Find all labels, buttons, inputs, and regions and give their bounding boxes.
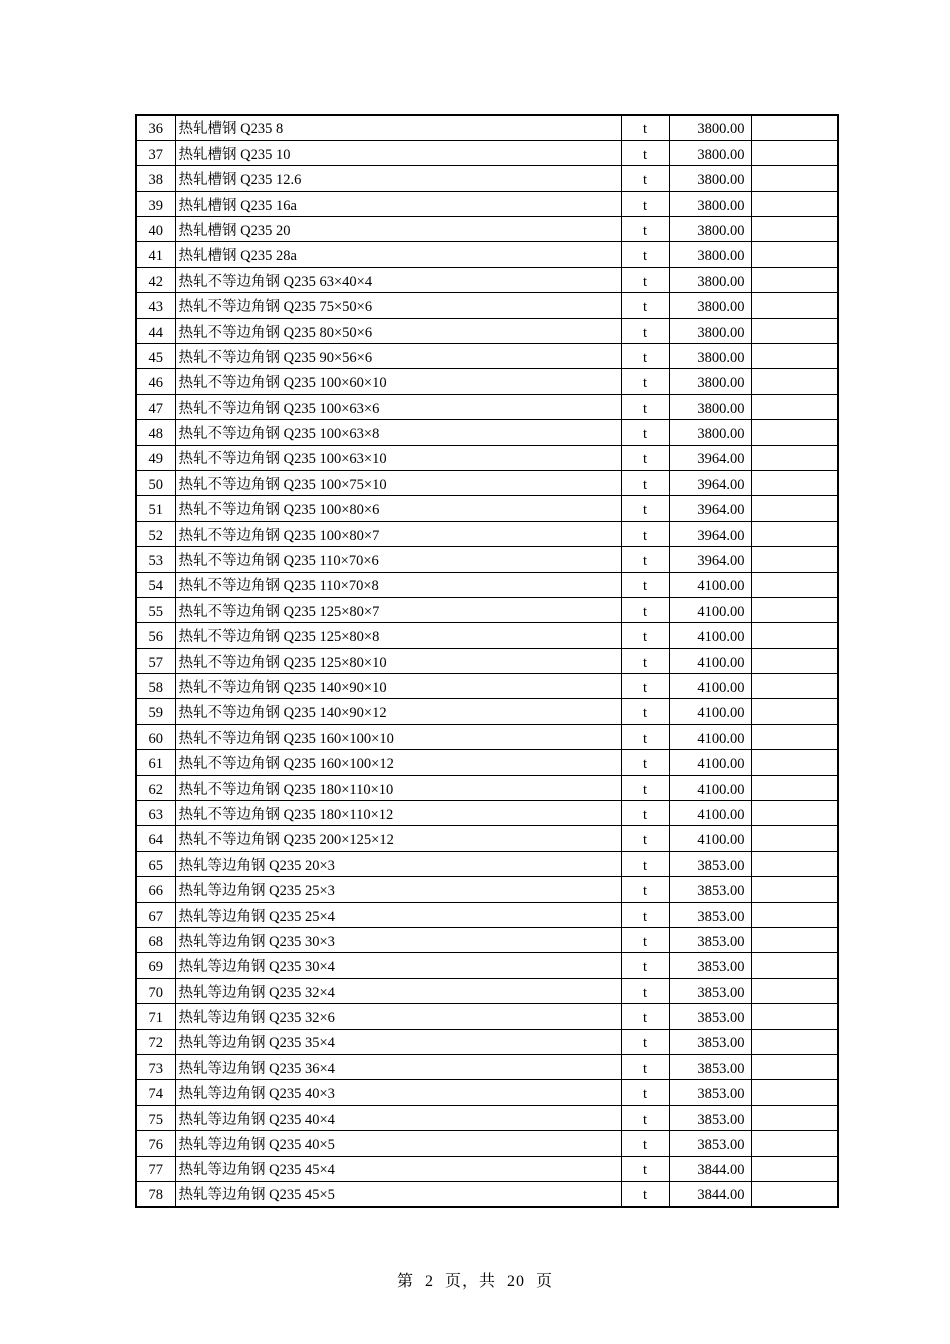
table-row (136, 902, 838, 927)
table-row (136, 674, 838, 699)
note-cell (751, 1131, 838, 1156)
note-cell (751, 242, 838, 267)
table-row (136, 496, 838, 521)
unit-cell: t (621, 1080, 669, 1105)
unit-cell: t (621, 217, 669, 242)
row-number-cell: 49 (136, 445, 175, 470)
unit-cell: t (621, 394, 669, 419)
item-name-cell: 热轧不等边角钢 Q235 160×100×10 (175, 724, 621, 749)
note-cell (751, 1054, 838, 1079)
price-cell: 3853.00 (669, 1080, 751, 1105)
note-cell (751, 1029, 838, 1054)
price-cell: 3853.00 (669, 902, 751, 927)
unit-cell: t (621, 140, 669, 165)
note-cell (751, 217, 838, 242)
unit-cell: t (621, 1131, 669, 1156)
unit-cell: t (621, 191, 669, 216)
row-number-cell: 65 (136, 851, 175, 876)
note-cell (751, 420, 838, 445)
price-cell: 3853.00 (669, 1131, 751, 1156)
unit-cell: t (621, 572, 669, 597)
note-cell (751, 623, 838, 648)
note-cell (751, 1105, 838, 1130)
row-number-cell: 75 (136, 1105, 175, 1130)
item-name-cell: 热轧不等边角钢 Q235 140×90×12 (175, 699, 621, 724)
row-number-cell: 73 (136, 1054, 175, 1079)
table-row (136, 267, 838, 292)
table-row (136, 623, 838, 648)
item-name-cell: 热轧不等边角钢 Q235 100×63×6 (175, 394, 621, 419)
unit-cell: t (621, 775, 669, 800)
row-number-cell: 54 (136, 572, 175, 597)
price-cell: 4100.00 (669, 801, 751, 826)
note-cell (751, 394, 838, 419)
row-number-cell: 67 (136, 902, 175, 927)
row-number-cell: 61 (136, 750, 175, 775)
item-name-cell: 热轧槽钢 Q235 28a (175, 242, 621, 267)
table-row (136, 547, 838, 572)
unit-cell: t (621, 674, 669, 699)
item-name-cell: 热轧不等边角钢 Q235 100×75×10 (175, 470, 621, 495)
item-name-cell: 热轧不等边角钢 Q235 180×110×12 (175, 801, 621, 826)
unit-cell: t (621, 1004, 669, 1029)
price-cell: 4100.00 (669, 699, 751, 724)
price-cell: 3800.00 (669, 217, 751, 242)
price-cell: 3853.00 (669, 1105, 751, 1130)
row-number-cell: 71 (136, 1004, 175, 1029)
table-row (136, 293, 838, 318)
price-cell: 4100.00 (669, 826, 751, 851)
price-cell: 3844.00 (669, 1181, 751, 1206)
unit-cell: t (621, 267, 669, 292)
item-name-cell: 热轧不等边角钢 Q235 125×80×8 (175, 623, 621, 648)
item-name-cell: 热轧不等边角钢 Q235 110×70×6 (175, 547, 621, 572)
item-name-cell: 热轧不等边角钢 Q235 63×40×4 (175, 267, 621, 292)
note-cell (751, 369, 838, 394)
row-number-cell: 56 (136, 623, 175, 648)
unit-cell: t (621, 750, 669, 775)
table-row (136, 1105, 838, 1130)
row-number-cell: 40 (136, 217, 175, 242)
item-name-cell: 热轧不等边角钢 Q235 110×70×8 (175, 572, 621, 597)
item-name-cell: 热轧不等边角钢 Q235 100×80×7 (175, 521, 621, 546)
row-number-cell: 44 (136, 318, 175, 343)
row-number-cell: 48 (136, 420, 175, 445)
row-number-cell: 66 (136, 877, 175, 902)
table-row (136, 1029, 838, 1054)
table-row (136, 217, 838, 242)
price-cell: 4100.00 (669, 597, 751, 622)
row-number-cell: 57 (136, 648, 175, 673)
price-cell: 3853.00 (669, 928, 751, 953)
unit-cell: t (621, 242, 669, 267)
unit-cell: t (621, 978, 669, 1003)
price-cell: 3964.00 (669, 547, 751, 572)
price-cell: 4100.00 (669, 750, 751, 775)
note-cell (751, 166, 838, 191)
row-number-cell: 53 (136, 547, 175, 572)
row-number-cell: 55 (136, 597, 175, 622)
table-row (136, 572, 838, 597)
row-number-cell: 74 (136, 1080, 175, 1105)
unit-cell: t (621, 1029, 669, 1054)
table-row (136, 953, 838, 978)
price-cell: 3800.00 (669, 344, 751, 369)
unit-cell: t (621, 521, 669, 546)
row-number-cell: 63 (136, 801, 175, 826)
row-number-cell: 70 (136, 978, 175, 1003)
unit-cell: t (621, 953, 669, 978)
row-number-cell: 37 (136, 140, 175, 165)
note-cell (751, 877, 838, 902)
table-row (136, 928, 838, 953)
unit-cell: t (621, 826, 669, 851)
note-cell (751, 521, 838, 546)
row-number-cell: 62 (136, 775, 175, 800)
item-name-cell: 热轧不等边角钢 Q235 100×63×8 (175, 420, 621, 445)
table-row (136, 115, 838, 140)
table-row (136, 1156, 838, 1181)
note-cell (751, 928, 838, 953)
note-cell (751, 724, 838, 749)
row-number-cell: 76 (136, 1131, 175, 1156)
item-name-cell: 热轧不等边角钢 Q235 80×50×6 (175, 318, 621, 343)
table-row (136, 470, 838, 495)
item-name-cell: 热轧槽钢 Q235 8 (175, 115, 621, 140)
row-number-cell: 39 (136, 191, 175, 216)
item-name-cell: 热轧不等边角钢 Q235 90×56×6 (175, 344, 621, 369)
row-number-cell: 60 (136, 724, 175, 749)
price-cell: 3800.00 (669, 242, 751, 267)
row-number-cell: 78 (136, 1181, 175, 1206)
note-cell (751, 826, 838, 851)
row-number-cell: 52 (136, 521, 175, 546)
table-row (136, 1054, 838, 1079)
row-number-cell: 41 (136, 242, 175, 267)
item-name-cell: 热轧等边角钢 Q235 40×3 (175, 1080, 621, 1105)
note-cell (751, 293, 838, 318)
price-cell: 4100.00 (669, 674, 751, 699)
price-cell: 3964.00 (669, 445, 751, 470)
unit-cell: t (621, 369, 669, 394)
row-number-cell: 45 (136, 344, 175, 369)
note-cell (751, 496, 838, 521)
item-name-cell: 热轧槽钢 Q235 20 (175, 217, 621, 242)
row-number-cell: 64 (136, 826, 175, 851)
unit-cell: t (621, 420, 669, 445)
row-number-cell: 77 (136, 1156, 175, 1181)
price-cell: 4100.00 (669, 572, 751, 597)
row-number-cell: 43 (136, 293, 175, 318)
price-cell: 3964.00 (669, 470, 751, 495)
price-cell: 4100.00 (669, 623, 751, 648)
item-name-cell: 热轧不等边角钢 Q235 100×60×10 (175, 369, 621, 394)
unit-cell: t (621, 928, 669, 953)
price-cell: 3800.00 (669, 166, 751, 191)
item-name-cell: 热轧等边角钢 Q235 20×3 (175, 851, 621, 876)
table-row (136, 597, 838, 622)
item-name-cell: 热轧不等边角钢 Q235 125×80×10 (175, 648, 621, 673)
item-name-cell: 热轧等边角钢 Q235 40×4 (175, 1105, 621, 1130)
note-cell (751, 1156, 838, 1181)
unit-cell: t (621, 801, 669, 826)
price-cell: 3964.00 (669, 496, 751, 521)
table-row (136, 750, 838, 775)
item-name-cell: 热轧等边角钢 Q235 30×3 (175, 928, 621, 953)
row-number-cell: 47 (136, 394, 175, 419)
price-cell: 3853.00 (669, 1004, 751, 1029)
unit-cell: t (621, 724, 669, 749)
price-cell: 3800.00 (669, 267, 751, 292)
note-cell (751, 902, 838, 927)
table-row (136, 166, 838, 191)
unit-cell: t (621, 115, 669, 140)
note-cell (751, 953, 838, 978)
note-cell (751, 775, 838, 800)
unit-cell: t (621, 851, 669, 876)
price-cell: 4100.00 (669, 648, 751, 673)
note-cell (751, 318, 838, 343)
table-row (136, 877, 838, 902)
price-cell: 3853.00 (669, 1029, 751, 1054)
unit-cell: t (621, 445, 669, 470)
item-name-cell: 热轧不等边角钢 Q235 100×63×10 (175, 445, 621, 470)
table-row (136, 318, 838, 343)
table-row (136, 851, 838, 876)
table-row (136, 978, 838, 1003)
row-number-cell: 58 (136, 674, 175, 699)
table-row (136, 826, 838, 851)
table-row (136, 1131, 838, 1156)
item-name-cell: 热轧不等边角钢 Q235 180×110×10 (175, 775, 621, 800)
price-cell: 3800.00 (669, 318, 751, 343)
table-row (136, 369, 838, 394)
note-cell (751, 445, 838, 470)
note-cell (751, 851, 838, 876)
note-cell (751, 1181, 838, 1206)
row-number-cell: 36 (136, 115, 175, 140)
note-cell (751, 597, 838, 622)
table-row (136, 648, 838, 673)
page-number-footer: 第 2 页，共 20 页 (396, 1273, 553, 1290)
row-number-cell: 38 (136, 166, 175, 191)
price-table (135, 114, 839, 1208)
table-row (136, 1004, 838, 1029)
note-cell (751, 140, 838, 165)
note-cell (751, 674, 838, 699)
unit-cell: t (621, 318, 669, 343)
price-cell: 3853.00 (669, 953, 751, 978)
price-cell: 3800.00 (669, 115, 751, 140)
item-name-cell: 热轧不等边角钢 Q235 160×100×12 (175, 750, 621, 775)
row-number-cell: 46 (136, 369, 175, 394)
table-row (136, 724, 838, 749)
item-name-cell: 热轧槽钢 Q235 10 (175, 140, 621, 165)
price-cell: 3844.00 (669, 1156, 751, 1181)
unit-cell: t (621, 597, 669, 622)
item-name-cell: 热轧等边角钢 Q235 45×5 (175, 1181, 621, 1206)
unit-cell: t (621, 1105, 669, 1130)
note-cell (751, 801, 838, 826)
unit-cell: t (621, 293, 669, 318)
note-cell (751, 191, 838, 216)
unit-cell: t (621, 877, 669, 902)
price-cell: 3800.00 (669, 191, 751, 216)
unit-cell: t (621, 166, 669, 191)
row-number-cell: 68 (136, 928, 175, 953)
note-cell (751, 699, 838, 724)
item-name-cell: 热轧等边角钢 Q235 30×4 (175, 953, 621, 978)
price-cell: 3853.00 (669, 1054, 751, 1079)
row-number-cell: 59 (136, 699, 175, 724)
price-cell: 4100.00 (669, 775, 751, 800)
price-cell: 3800.00 (669, 394, 751, 419)
row-number-cell: 69 (136, 953, 175, 978)
note-cell (751, 648, 838, 673)
item-name-cell: 热轧等边角钢 Q235 40×5 (175, 1131, 621, 1156)
item-name-cell: 热轧等边角钢 Q235 35×4 (175, 1029, 621, 1054)
row-number-cell: 72 (136, 1029, 175, 1054)
price-cell: 4100.00 (669, 724, 751, 749)
unit-cell: t (621, 1054, 669, 1079)
item-name-cell: 热轧不等边角钢 Q235 140×90×10 (175, 674, 621, 699)
table-row (136, 699, 838, 724)
note-cell (751, 1004, 838, 1029)
price-cell: 3964.00 (669, 521, 751, 546)
note-cell (751, 115, 838, 140)
price-cell: 3853.00 (669, 851, 751, 876)
table-row (136, 801, 838, 826)
note-cell (751, 547, 838, 572)
row-number-cell: 42 (136, 267, 175, 292)
note-cell (751, 750, 838, 775)
item-name-cell: 热轧槽钢 Q235 16a (175, 191, 621, 216)
price-cell: 3800.00 (669, 420, 751, 445)
item-name-cell: 热轧不等边角钢 Q235 125×80×7 (175, 597, 621, 622)
item-name-cell: 热轧等边角钢 Q235 36×4 (175, 1054, 621, 1079)
item-name-cell: 热轧等边角钢 Q235 32×4 (175, 978, 621, 1003)
price-cell: 3853.00 (669, 877, 751, 902)
item-name-cell: 热轧不等边角钢 Q235 200×125×12 (175, 826, 621, 851)
unit-cell: t (621, 1181, 669, 1206)
item-name-cell: 热轧等边角钢 Q235 32×6 (175, 1004, 621, 1029)
note-cell (751, 1080, 838, 1105)
unit-cell: t (621, 699, 669, 724)
note-cell (751, 344, 838, 369)
table-row (136, 445, 838, 470)
price-cell: 3800.00 (669, 293, 751, 318)
item-name-cell: 热轧不等边角钢 Q235 100×80×6 (175, 496, 621, 521)
unit-cell: t (621, 648, 669, 673)
item-name-cell: 热轧等边角钢 Q235 25×4 (175, 902, 621, 927)
item-name-cell: 热轧不等边角钢 Q235 75×50×6 (175, 293, 621, 318)
note-cell (751, 572, 838, 597)
table-row (136, 191, 838, 216)
price-cell: 3853.00 (669, 978, 751, 1003)
price-cell: 3800.00 (669, 140, 751, 165)
note-cell (751, 470, 838, 495)
price-cell: 3800.00 (669, 369, 751, 394)
table-row (136, 775, 838, 800)
table-row (136, 420, 838, 445)
unit-cell: t (621, 902, 669, 927)
item-name-cell: 热轧等边角钢 Q235 25×3 (175, 877, 621, 902)
table-row (136, 242, 838, 267)
table-row (136, 344, 838, 369)
unit-cell: t (621, 623, 669, 648)
table-row (136, 394, 838, 419)
note-cell (751, 978, 838, 1003)
table-row (136, 140, 838, 165)
unit-cell: t (621, 1156, 669, 1181)
unit-cell: t (621, 496, 669, 521)
item-name-cell: 热轧槽钢 Q235 12.6 (175, 166, 621, 191)
item-name-cell: 热轧等边角钢 Q235 45×4 (175, 1156, 621, 1181)
unit-cell: t (621, 547, 669, 572)
unit-cell: t (621, 470, 669, 495)
price-table-body (136, 115, 838, 1207)
table-row (136, 1181, 838, 1206)
note-cell (751, 267, 838, 292)
row-number-cell: 51 (136, 496, 175, 521)
table-row (136, 521, 838, 546)
table-row (136, 1080, 838, 1105)
row-number-cell: 50 (136, 470, 175, 495)
unit-cell: t (621, 344, 669, 369)
